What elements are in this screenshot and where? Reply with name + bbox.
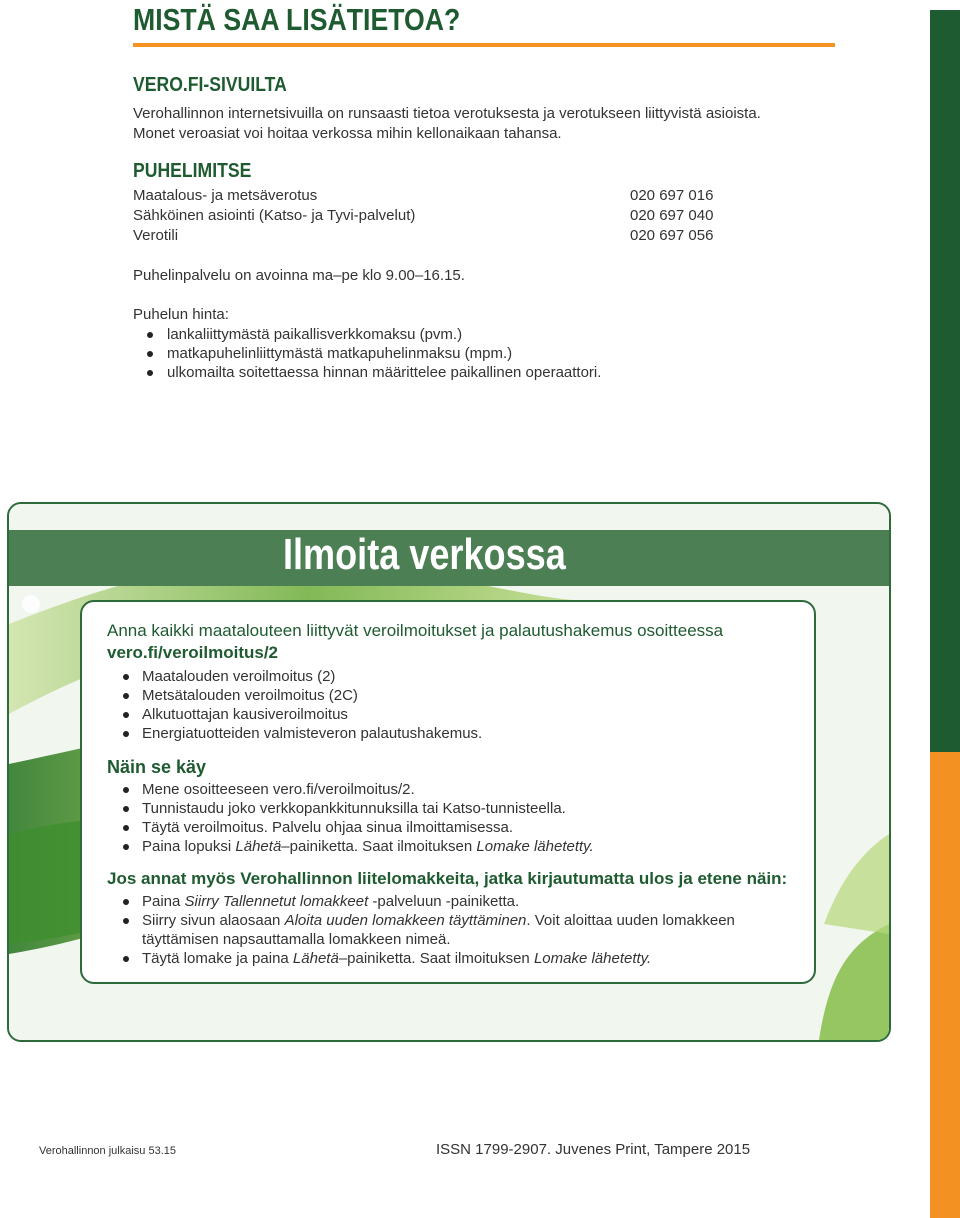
list-item: matkapuhelinliittymästä matkapuhelinmaksu (mpm.)	[133, 344, 601, 363]
list-item: Maatalouden veroilmoitus (2)	[107, 667, 482, 686]
list-item: Energiatuotteiden valmisteveron palautushakemus.	[107, 724, 482, 743]
list-item: Mene osoitteeseen vero.fi/veroilmoitus/2.	[107, 780, 594, 799]
sidebar-orange-stripe	[930, 752, 960, 1218]
phone-label: Sähköinen asiointi (Katso- ja Tyvi-palvelut)	[133, 207, 416, 224]
price-list	[133, 325, 601, 382]
attachments-list	[107, 892, 767, 968]
phone-number: 020 697 040	[630, 207, 714, 224]
title-rule	[133, 43, 835, 47]
howto-heading: Näin se käy	[107, 757, 207, 777]
list-item: Paina lopuksi Lähetä–painiketta. Saat ilmoituksen Lomake lähetetty.	[107, 837, 594, 856]
attachments-heading: Jos annat myös Verohallinnon liitelomakkeita, jatka kirjautumatta ulos ja etene näin:	[107, 869, 788, 888]
vero-line-1: Verohallinnon internetsivuilla on runsaasti tietoa verotuksesta ja verotukseen liittyvistä asioista.	[133, 105, 761, 122]
phone-hours: Puhelinpalvelu on avoinna ma–pe klo 9.00–16.15.	[133, 267, 465, 284]
phone-row	[133, 207, 733, 224]
phone-label: Verotili	[133, 227, 179, 244]
list-item: Täytä lomake ja paina Lähetä–painiketta. Saat ilmoituksen Lomake lähetetty.	[107, 949, 767, 968]
howto-list	[107, 780, 594, 856]
list-item: Täytä veroilmoitus. Palvelu ohjaa sinua ilmoittamisessa.	[107, 818, 594, 837]
phone-row	[133, 187, 733, 204]
sidebar-green-stripe	[930, 10, 960, 752]
vero-line-2: Monet veroasiat voi hoitaa verkossa mihin kellonaikaan tahansa.	[133, 125, 562, 142]
card-intro	[107, 620, 807, 664]
list-item: Alkutuottajan kausiveroilmoitus	[107, 705, 482, 724]
card-intro-text: Anna kaikki maatalouteen liittyvät veroilmoitukset ja palautushakemus osoitteessa	[107, 621, 724, 640]
phone-number: 020 697 056	[630, 227, 714, 244]
list-item: Paina Siirry Tallennetut lomakkeet -palveluun -painiketta.	[107, 892, 767, 911]
publication-number: Verohallinnon julkaisu 53.15	[39, 1145, 176, 1157]
phone-heading: PUHELIMITSE	[133, 160, 252, 182]
list-item: Siirry sivun alaosaan Aloita uuden lomakkeen täyttäminen. Voit aloittaa uuden lomakkeen täyttämisen napsauttamalla lomakkeen nimeä.	[107, 911, 767, 949]
banner-title: Ilmoita verkossa	[283, 530, 566, 579]
filing-url: vero.fi/veroilmoitus/2	[107, 643, 278, 662]
vero-heading: VERO.FI-SIVUILTA	[133, 74, 287, 96]
list-item: ulkomailta soitettaessa hinnan määrittelee paikallinen operaattori.	[133, 363, 601, 382]
phone-label: Maatalous- ja metsäverotus	[133, 187, 318, 204]
page-title: MISTÄ SAA LISÄTIETOA?	[133, 2, 461, 37]
price-label: Puhelun hinta:	[133, 306, 229, 323]
list-item: Metsätalouden veroilmoitus (2C)	[107, 686, 482, 705]
phone-number: 020 697 016	[630, 187, 714, 204]
phone-row	[133, 227, 733, 244]
list-item: Tunnistaudu joko verkkopankkitunnuksilla tai Katso-tunnisteella.	[107, 799, 594, 818]
issn-line: ISSN 1799-2907. Juvenes Print, Tampere 2015	[436, 1141, 751, 1158]
list-item: lankaliittymästä paikallisverkkomaksu (pvm.)	[133, 325, 601, 344]
forms-list	[107, 667, 482, 743]
